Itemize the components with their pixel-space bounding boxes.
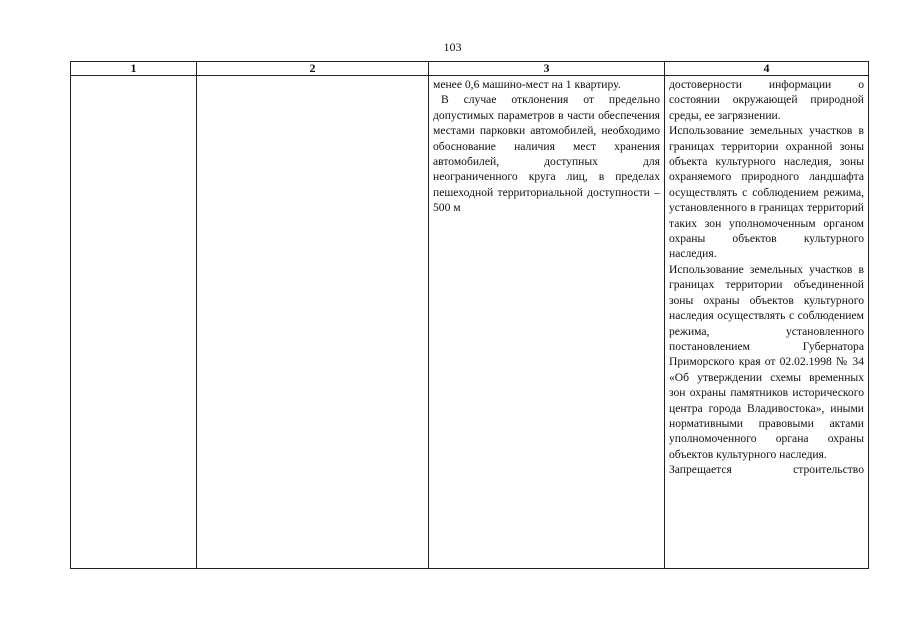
column-header-2: 2	[197, 62, 429, 76]
col4-paragraph: достоверности информации о состоянии окружающей природной среды, ее загрязнении.	[669, 78, 864, 122]
col3-paragraph: В случае отклонения от предельно допустимых параметров в части обеспечения местами парковки автомобилей, необходимо обоснование наличия мест хранения автомобилей, доступных для неограниченного круга лиц, в пределах пешеходной территориальной доступности – 500 м	[433, 93, 660, 215]
col3-paragraph: менее 0,6 машино-мест на 1 квартиру.	[433, 78, 621, 91]
column-header-4: 4	[665, 62, 869, 76]
cell-column-2	[197, 76, 429, 569]
column-header-3: 3	[429, 62, 665, 76]
cell-column-4	[665, 76, 869, 569]
col4-paragraph: Использование земельных участков в границах территории охранной зоны объекта культурного наследия, зоны охраняемого природного ландшафта осуществлять с соблюдением режима, установленного в границах территорий таких зон уполномоченным органом охраны объектов культурного наследия.	[669, 124, 864, 261]
cell-column-1	[71, 76, 197, 569]
cell-column-3	[429, 76, 665, 569]
column-header-1: 1	[71, 62, 197, 76]
table-row	[71, 76, 869, 569]
col4-paragraph: Запрещается строительство	[669, 463, 864, 477]
regulations-table	[70, 61, 869, 569]
table-header-row	[71, 62, 869, 76]
col4-paragraph: Использование земельных участков в границах территории объединенной зоны охраны объектов культурного наследия осуществлять с соблюдением режима, установленного постановлением Губернатора Приморского края от 02.02.1998 № 34 «Об утверждении схемы временных зон охраны памятников исторического центра города Владивостока», иными нормативными правовыми актами уполномоченного органа охраны объектов культурного наследия.	[669, 262, 864, 461]
page-number: 103	[443, 40, 462, 54]
